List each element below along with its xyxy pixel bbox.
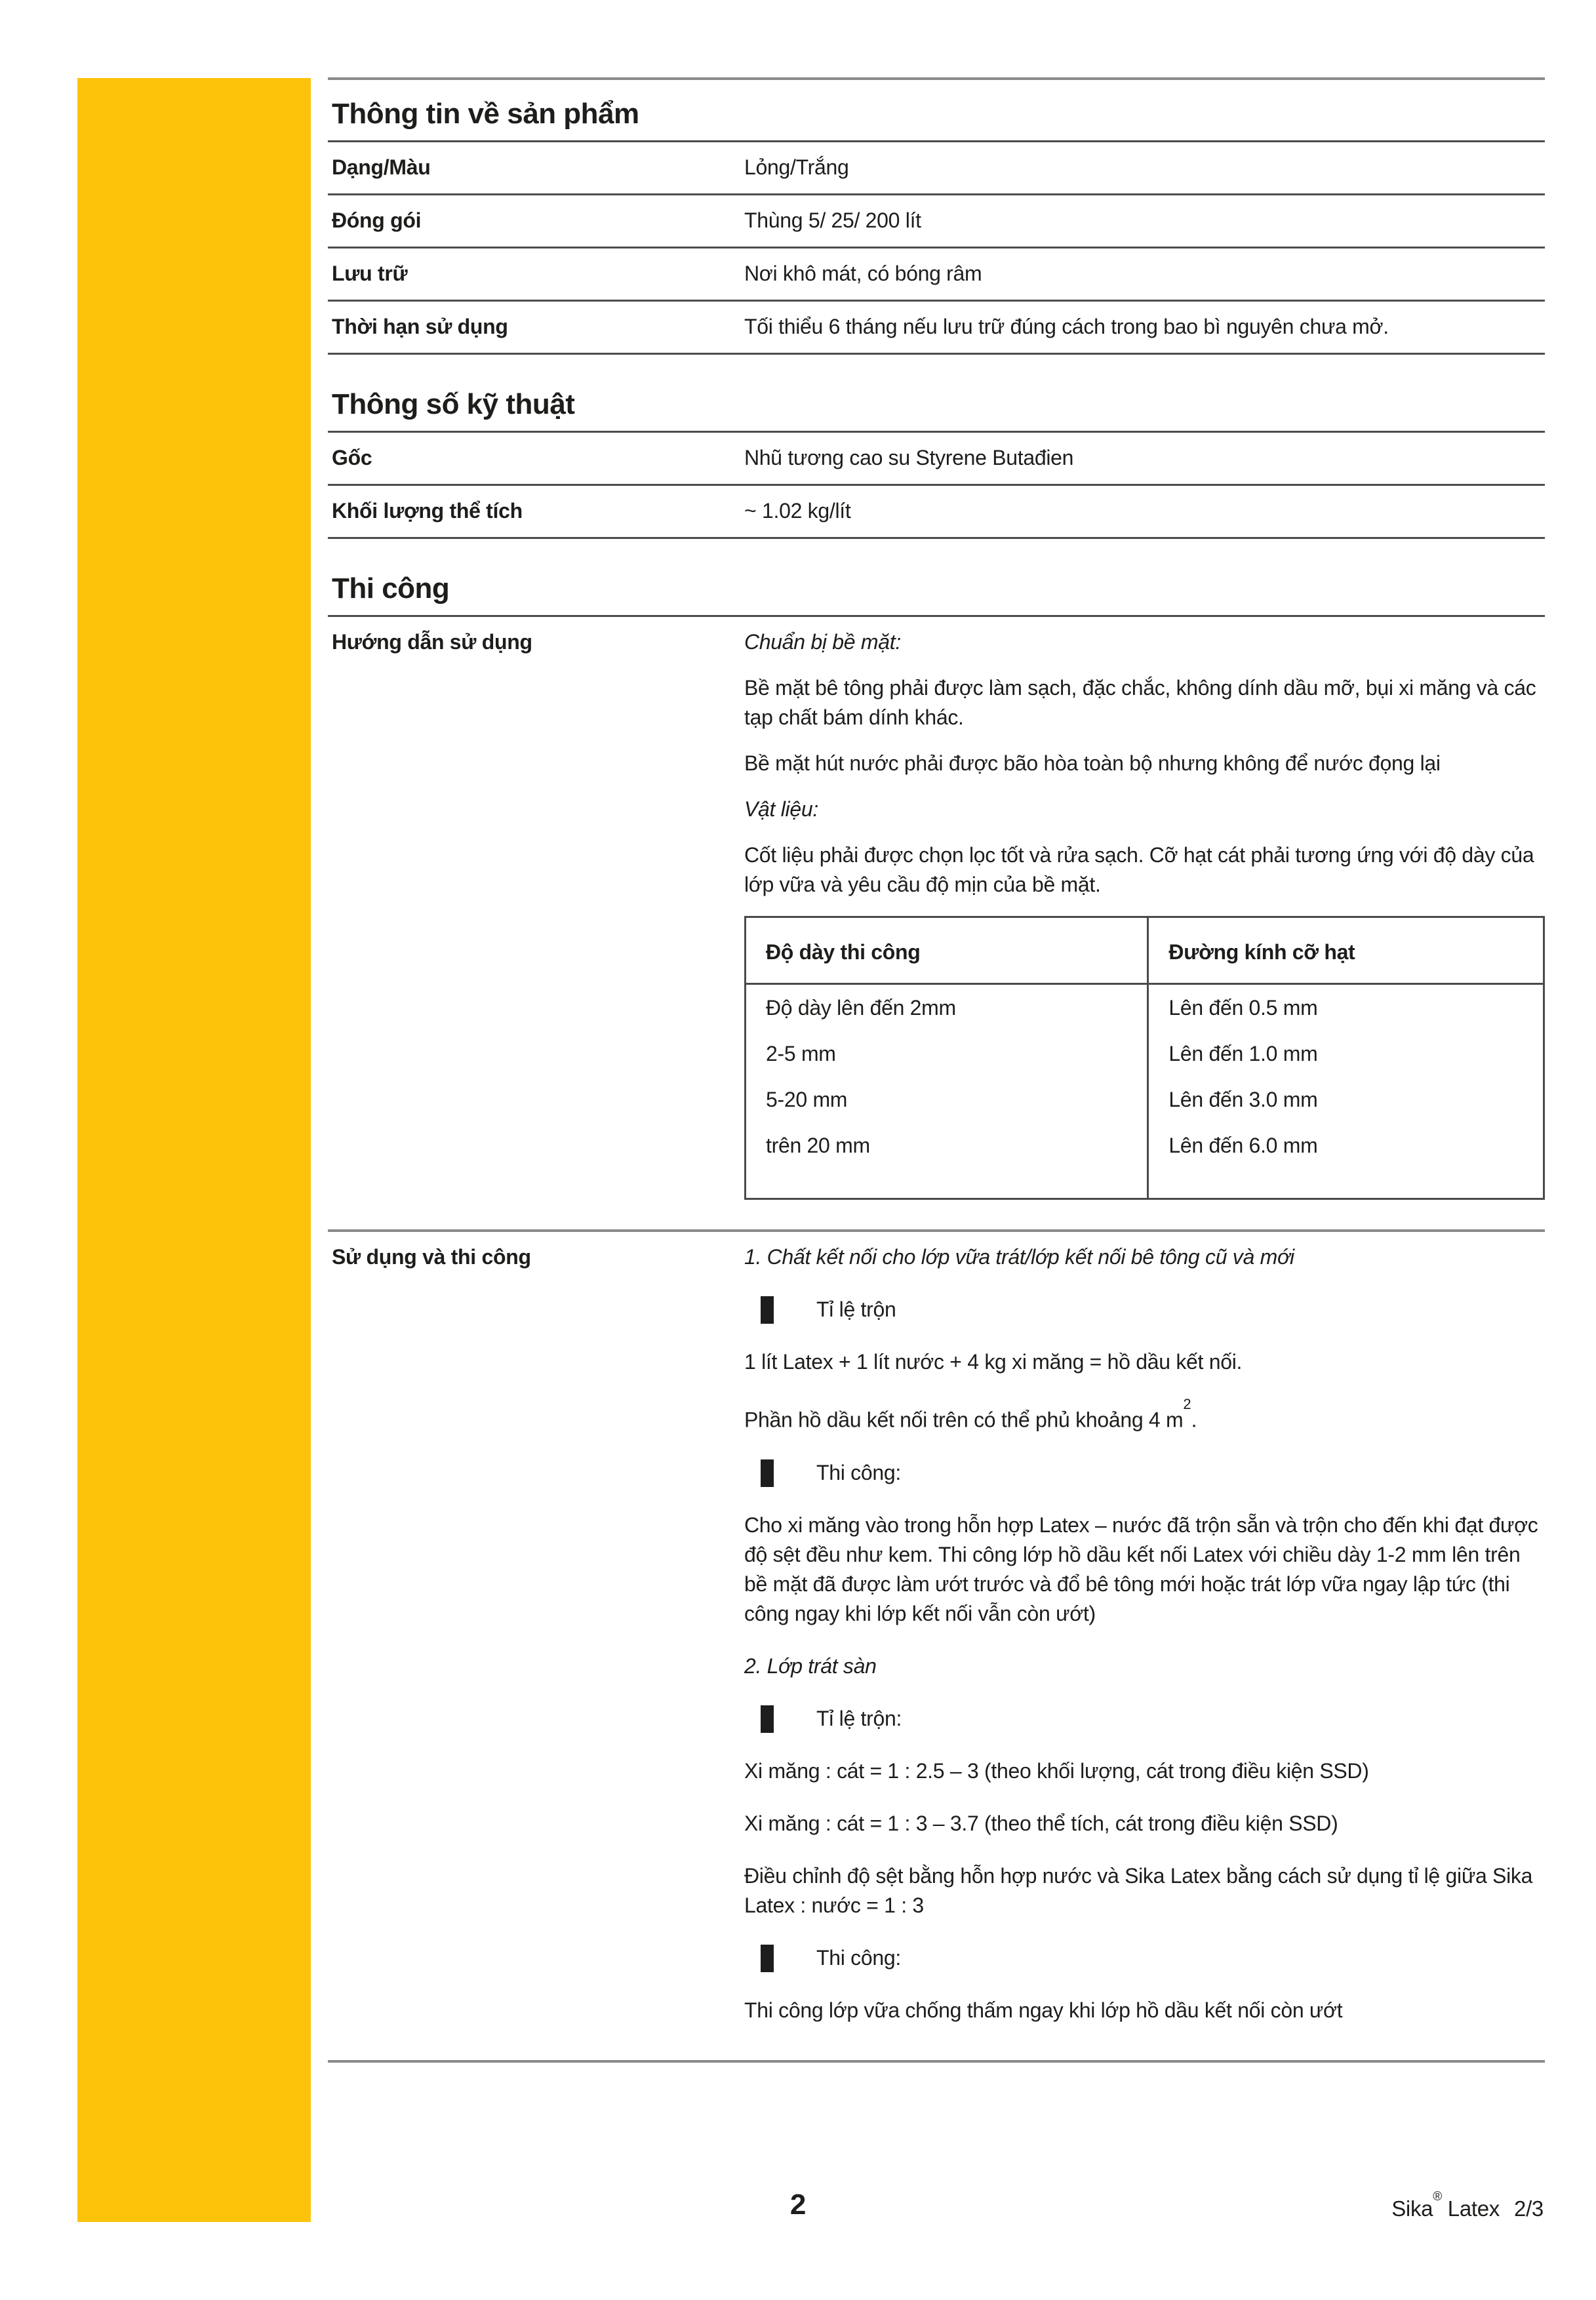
mix-ratio-bullet-line: [744, 1704, 1545, 1734]
table-cell: 2-5 mm: [766, 1042, 836, 1065]
info-row-value: Nhũ tương cao su Styrene Butađien: [744, 446, 1074, 469]
bullet-label: Tỉ lệ trộn: [816, 1298, 896, 1321]
info-row-value: Thùng 5/ 25/ 200 lít: [744, 208, 921, 232]
product-info-title: Thông tin về sản phẩm: [332, 98, 639, 130]
apply-paragraph: Thi công lớp vữa chống thấm ngay khi lớp hồ dầu kết nối còn ướt: [744, 1998, 1343, 2022]
table-row: [328, 142, 1545, 195]
table-cell: Lên đến 6.0 mm: [1148, 1122, 1544, 1199]
table-row: [328, 486, 1545, 539]
surface-prep-paragraph: Bề mặt bê tông phải được làm sạch, đặc chắc, không dính dầu mỡ, bụi xi măng và các tạp chất bám dính khác.: [744, 676, 1536, 729]
step2-heading: 2. Lớp trát sàn: [744, 1654, 877, 1678]
table-row: [746, 1031, 1544, 1077]
apply-paragraph: Cho xi măng vào trong hỗn hợp Latex – nước đã trộn sẵn và trộn cho đến khi đạt được độ sệt đều như kem. Thi công lớp hồ dầu kết nối Latex với chiều dày 1-2 mm lên trên bề mặt đã được làm ướt trước và đổ bê tông mới hoặc trát lớp vữa ngay lập tức (thi công ngay khi lớp kết nối vẫn còn ướt): [744, 1513, 1538, 1625]
info-row-label: Dạng/Màu: [332, 155, 431, 179]
surface-prep-paragraph: Bề mặt hút nước phải được bão hòa toàn bộ nhưng không để nước đọng lại: [744, 751, 1441, 775]
superscript-2: 2: [1183, 1396, 1191, 1412]
bullet-square-icon: [761, 1945, 774, 1972]
bullet-square-icon: [761, 1296, 774, 1324]
bullet-square-icon: [761, 1705, 774, 1733]
step1-heading: 1. Chất kết nối cho lớp vữa trát/lớp kết nối bê tông cũ và mới: [744, 1245, 1294, 1269]
coverage-suffix: .: [1191, 1408, 1197, 1432]
section-top-rule: [328, 77, 1545, 80]
mix-ratio-line: Xi măng : cát = 1 : 2.5 – 3 (theo khối lượng, cát trong điều kiện SSD): [744, 1758, 1369, 1783]
section-end-rule: [328, 2060, 1545, 2063]
table-row: [746, 984, 1544, 1031]
application-usage-content: [744, 1242, 1545, 2048]
application-title: Thi công: [332, 572, 450, 605]
table-row: [328, 248, 1545, 302]
mix-ratio-text: 1 lít Latex + 1 lít nước + 4 kg xi măng = hồ dầu kết nối.: [744, 1350, 1243, 1374]
coverage-prefix: Phần hồ dầu kết nối trên có thể phủ khoảng 4 m: [744, 1408, 1184, 1432]
mix-ratio-line: Xi măng : cát = 1 : 3 – 3.7 (theo thể tích, cát trong điều kiện SSD): [744, 1811, 1338, 1835]
registered-trademark-symbol: ®: [1433, 2190, 1442, 2204]
application-instructions-content: [744, 627, 1545, 1200]
consistency-paragraph: Điều chỉnh độ sệt bằng hỗn hợp nước và Sika Latex bằng cách sử dụng tỉ lệ giữa Sika Latex : nước = 1 : 3: [744, 1863, 1533, 1917]
grain-size-table: [744, 916, 1545, 1200]
coverage-text: [744, 1396, 1545, 1435]
table-cell: Độ dày lên đến 2mm: [766, 996, 956, 1020]
footer-brand: Sika: [1391, 2196, 1433, 2221]
table-row: [328, 433, 1545, 486]
table-cell: Lên đến 1.0 mm: [1148, 1031, 1544, 1077]
table-cell: Lên đến 3.0 mm: [1148, 1077, 1544, 1122]
application-usage-block: [328, 1232, 1545, 2060]
table-cell: Lên đến 0.5 mm: [1148, 984, 1544, 1031]
brand-yellow-sidebar: [77, 78, 311, 2222]
info-row-label: Lưu trữ: [332, 262, 408, 285]
mix-ratio-bullet-line: [744, 1295, 1545, 1324]
table-row: [746, 1077, 1544, 1122]
apply-bullet-line: [744, 1943, 1545, 1973]
application-instructions-label: Hướng dẫn sử dụng: [332, 630, 532, 654]
info-row-label: Thời hạn sử dụng: [332, 315, 508, 338]
footer-page-indicator: 2/3: [1514, 2196, 1544, 2221]
bullet-label: Thi công:: [816, 1460, 901, 1484]
apply-bullet-line: [744, 1458, 1545, 1488]
table-row: [328, 302, 1545, 355]
info-row-value: Lỏng/Trắng: [744, 155, 849, 179]
surface-prep-heading: Chuẩn bị bề mặt:: [744, 630, 901, 654]
bullet-label: Thi công:: [816, 1945, 901, 1970]
application-instructions-block: [328, 617, 1545, 1229]
table-row: [328, 195, 1545, 248]
table-header-cell: Độ dày thi công: [746, 917, 1148, 984]
bullet-square-icon: [761, 1459, 774, 1487]
info-row-label: Đóng gói: [332, 208, 422, 232]
table-header-row: [746, 917, 1544, 984]
technical-data-title: Thông số kỹ thuật: [332, 388, 575, 420]
table-row: [746, 1122, 1544, 1199]
material-heading: Vật liệu:: [744, 797, 818, 821]
table-cell: 5-20 mm: [766, 1088, 848, 1111]
material-paragraph: Cốt liệu phải được chọn lọc tốt và rửa sạch. Cỡ hạt cát phải tương ứng với độ dày của lớp vữa và yêu cầu độ mịn của bề mặt.: [744, 843, 1534, 896]
info-row-value: Nơi khô mát, có bóng râm: [744, 262, 982, 285]
info-row-value: ~ 1.02 kg/lít: [744, 499, 851, 523]
table-header-cell: Đường kính cỡ hạt: [1148, 917, 1544, 984]
info-row-label: Gốc: [332, 446, 372, 469]
content-column: [328, 77, 1545, 2063]
table-cell: trên 20 mm: [766, 1134, 870, 1157]
footer-product: Latex: [1447, 2196, 1500, 2221]
info-row-value: Tối thiểu 6 tháng nếu lưu trữ đúng cách trong bao bì nguyên chưa mở.: [744, 315, 1389, 338]
info-row-label: Khối lượng thể tích: [332, 499, 523, 523]
footer-page-number: 2: [789, 2189, 807, 2221]
footer-doc-ref: [1391, 2190, 1544, 2221]
application-usage-label: Sử dụng và thi công: [332, 1245, 531, 1269]
bullet-label: Tỉ lệ trộn:: [816, 1706, 902, 1730]
